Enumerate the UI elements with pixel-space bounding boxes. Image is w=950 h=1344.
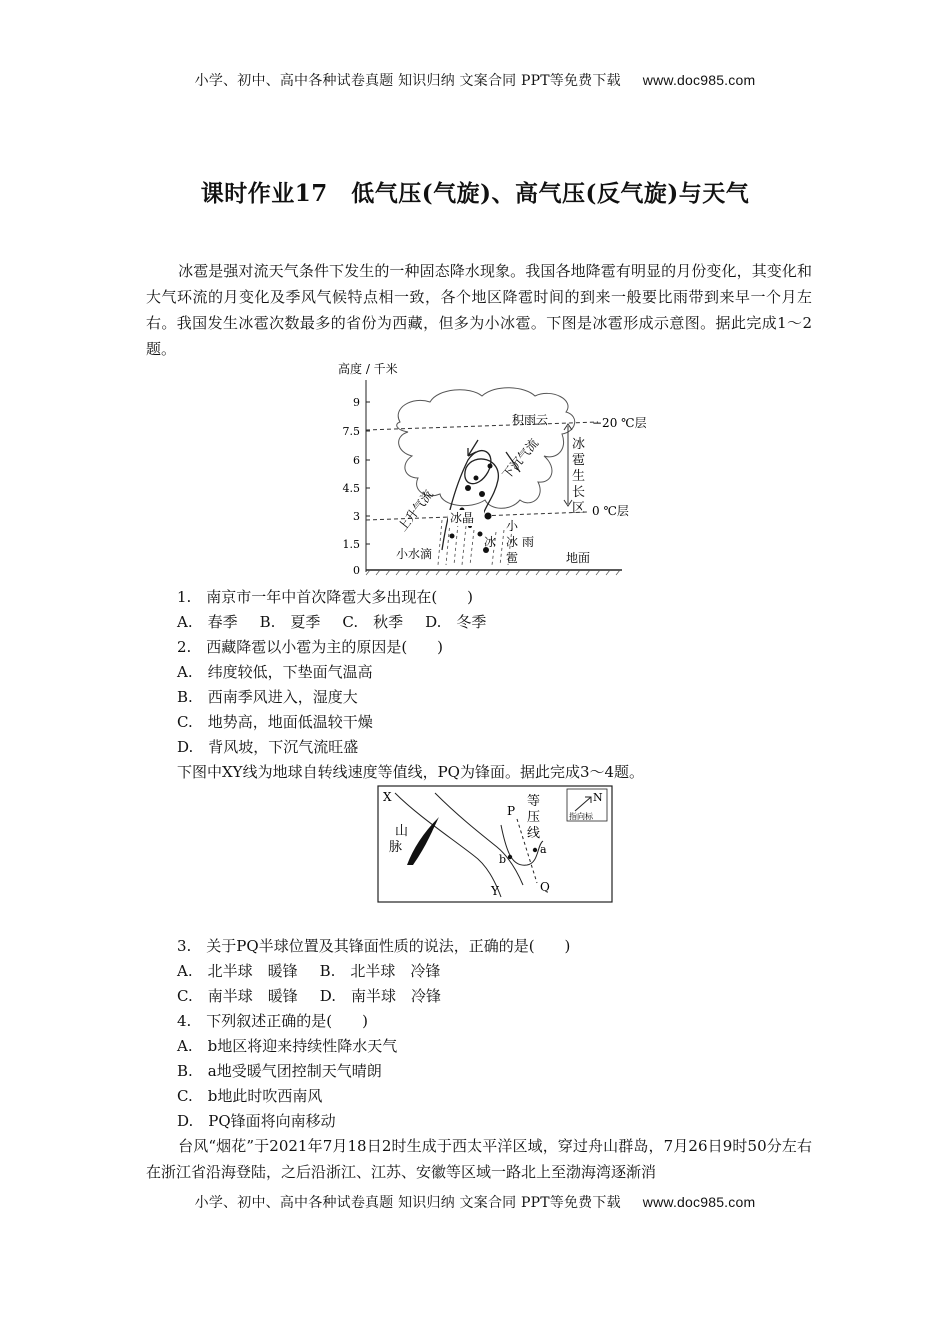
page-header: [0, 70, 950, 90]
page-footer: [0, 1192, 950, 1212]
point-a: [533, 848, 537, 852]
question-3-stem: 3. 关于PQ半球位置及其锋面性质的说法，正确的是( ): [177, 937, 571, 955]
growth-zone-char-3: 生: [572, 469, 586, 484]
hail-formation-diagram: [330, 360, 650, 580]
ground-label: 地面: [566, 551, 591, 565]
zero-layer-label: 0 ℃层: [592, 504, 629, 518]
point-b: [508, 855, 512, 859]
growth-zone-char-4: 长: [572, 485, 586, 500]
intro-paragraph-front: 下图中XY线为地球自转线速度等值线，PQ为锋面。据此完成3～4题。: [177, 763, 645, 781]
y-axis-label: 高度 / 千米: [338, 362, 398, 376]
q4-option-d[interactable]: D. PQ锋面将向南移动: [177, 1112, 336, 1130]
question-4-stem: 4. 下列叙述正确的是( ): [177, 1012, 369, 1030]
q1-option-a[interactable]: A. 春季: [177, 613, 238, 631]
q2-option-c[interactable]: C. 地势高，地面低温较干燥: [177, 713, 373, 731]
question-3-options-row2: [177, 985, 463, 1006]
growth-zone-char-1: 冰: [572, 437, 586, 452]
intro-hail-text: 冰雹是强对流天气条件下发生的一种固态降水现象。我国各地降雹有明显的月份变化，其变化和大气环流的月变化及季风气候特点相一致，各个地区降雹时间的到来一般要比雨带到来早一个月左右。我国发生冰雹次数最多的省份为西藏，但多为小冰雹。下图是冰雹形成示意图。据此完成1～2题。: [146, 262, 812, 358]
updraft-label: 上升气流: [395, 487, 436, 534]
isobar-char-2: 压: [527, 810, 541, 825]
q4-option-b[interactable]: B. a地受暖气团控制天气晴朗: [177, 1062, 382, 1080]
growth-zone-char-5: 区: [572, 501, 586, 516]
cloud-label: 积雨云: [512, 413, 549, 427]
y-tick-1.5: 1.5: [342, 538, 360, 551]
north-label: N: [593, 791, 603, 804]
compass-label: 指向标: [569, 812, 593, 821]
label-Y: Y: [491, 884, 499, 898]
question-1-stem: 1. 南京市一年中首次降雹大多出现在( ): [177, 588, 474, 606]
minus20-layer-line: [366, 422, 598, 430]
mountain-char-2: 脉: [389, 840, 403, 855]
label-a: a: [540, 843, 547, 856]
question-3-options-row1: [177, 960, 462, 981]
footer-text: 小学、初中、高中各种试卷真题 知识归纳 文案合同 PPT等免费下载: [194, 1195, 621, 1211]
front-map-diagram: [377, 785, 613, 905]
ice-crystal-label: 冰晶: [450, 511, 475, 525]
mountain-char-1: 山: [395, 824, 409, 839]
intro-paragraph-typhoon: [146, 1133, 812, 1185]
small-hail-char-3: 雹: [506, 551, 519, 565]
header-site-link[interactable]: www.doc985.com: [642, 72, 756, 88]
small-hail-char-2: 冰: [484, 535, 497, 549]
y-tick-9: 9: [353, 396, 360, 409]
q1-option-d[interactable]: D. 冬季: [425, 613, 487, 631]
q4-option-c[interactable]: C. b地此时吹西南风: [177, 1087, 323, 1105]
small-drops-label: 小水滴: [396, 547, 433, 561]
intro-paragraph-hail: [146, 258, 812, 362]
header-text: 小学、初中、高中各种试卷真题 知识归纳 文案合同 PPT等免费下载: [194, 73, 621, 89]
downdraft-label: 下沉气流: [499, 436, 542, 482]
q2-option-b[interactable]: B. 西南季风进入，湿度大: [177, 688, 358, 706]
freezing-rain-char-2: 雨: [522, 535, 535, 549]
intro-typhoon-text: 台风“烟花”于2021年7月18日2时生成于西太平洋区域，穿过舟山群岛，7月26日9时50分左右在浙江省沿海登陆，之后沿浙江、江苏、安徽等区域一路北上至渤海湾逐渐消: [146, 1137, 812, 1181]
y-tick-6: 6: [353, 454, 360, 467]
label-Q: Q: [540, 880, 550, 894]
y-tick-4.5: 4.5: [342, 482, 360, 495]
y-tick-3: 3: [353, 510, 360, 523]
isobar-char-3: 线: [527, 826, 541, 841]
q2-option-d[interactable]: D. 背风坡，下沉气流旺盛: [177, 738, 359, 756]
freezing-rain-char-1: 冰: [506, 535, 519, 549]
q1-option-c[interactable]: C. 秋季: [342, 613, 404, 631]
y-tick-0: 0: [353, 564, 360, 577]
page-title: 课时作业17 低气压(气旋)、高气压(反气旋)与天气: [200, 180, 750, 207]
minus20-layer-label: −20 ℃层: [592, 416, 647, 430]
q3-option-a[interactable]: A. 北半球 暖锋: [177, 962, 298, 980]
q2-option-a[interactable]: A. 纬度较低，下垫面气温高: [177, 663, 373, 681]
q3-option-b[interactable]: B. 北半球 冷锋: [319, 962, 441, 980]
q3-option-d[interactable]: D. 南半球 冷锋: [319, 987, 441, 1005]
y-tick-7.5: 7.5: [342, 425, 360, 438]
question-2-stem: 2. 西藏降雹以小雹为主的原因是( ): [177, 638, 444, 656]
question-1-options: [177, 611, 508, 632]
q1-option-b[interactable]: B. 夏季: [259, 613, 321, 631]
label-b: b: [499, 853, 507, 866]
label-X: X: [383, 790, 392, 804]
footer-site-link[interactable]: www.doc985.com: [642, 1194, 756, 1210]
growth-zone-char-2: 雹: [572, 453, 586, 468]
label-P: P: [507, 804, 516, 818]
q3-option-c[interactable]: C. 南半球 暖锋: [177, 987, 298, 1005]
isobar-char-1: 等: [527, 794, 541, 809]
q4-option-a[interactable]: A. b地区将迎来持续性降水天气: [177, 1037, 398, 1055]
small-hail-char-1: 小: [506, 519, 519, 533]
